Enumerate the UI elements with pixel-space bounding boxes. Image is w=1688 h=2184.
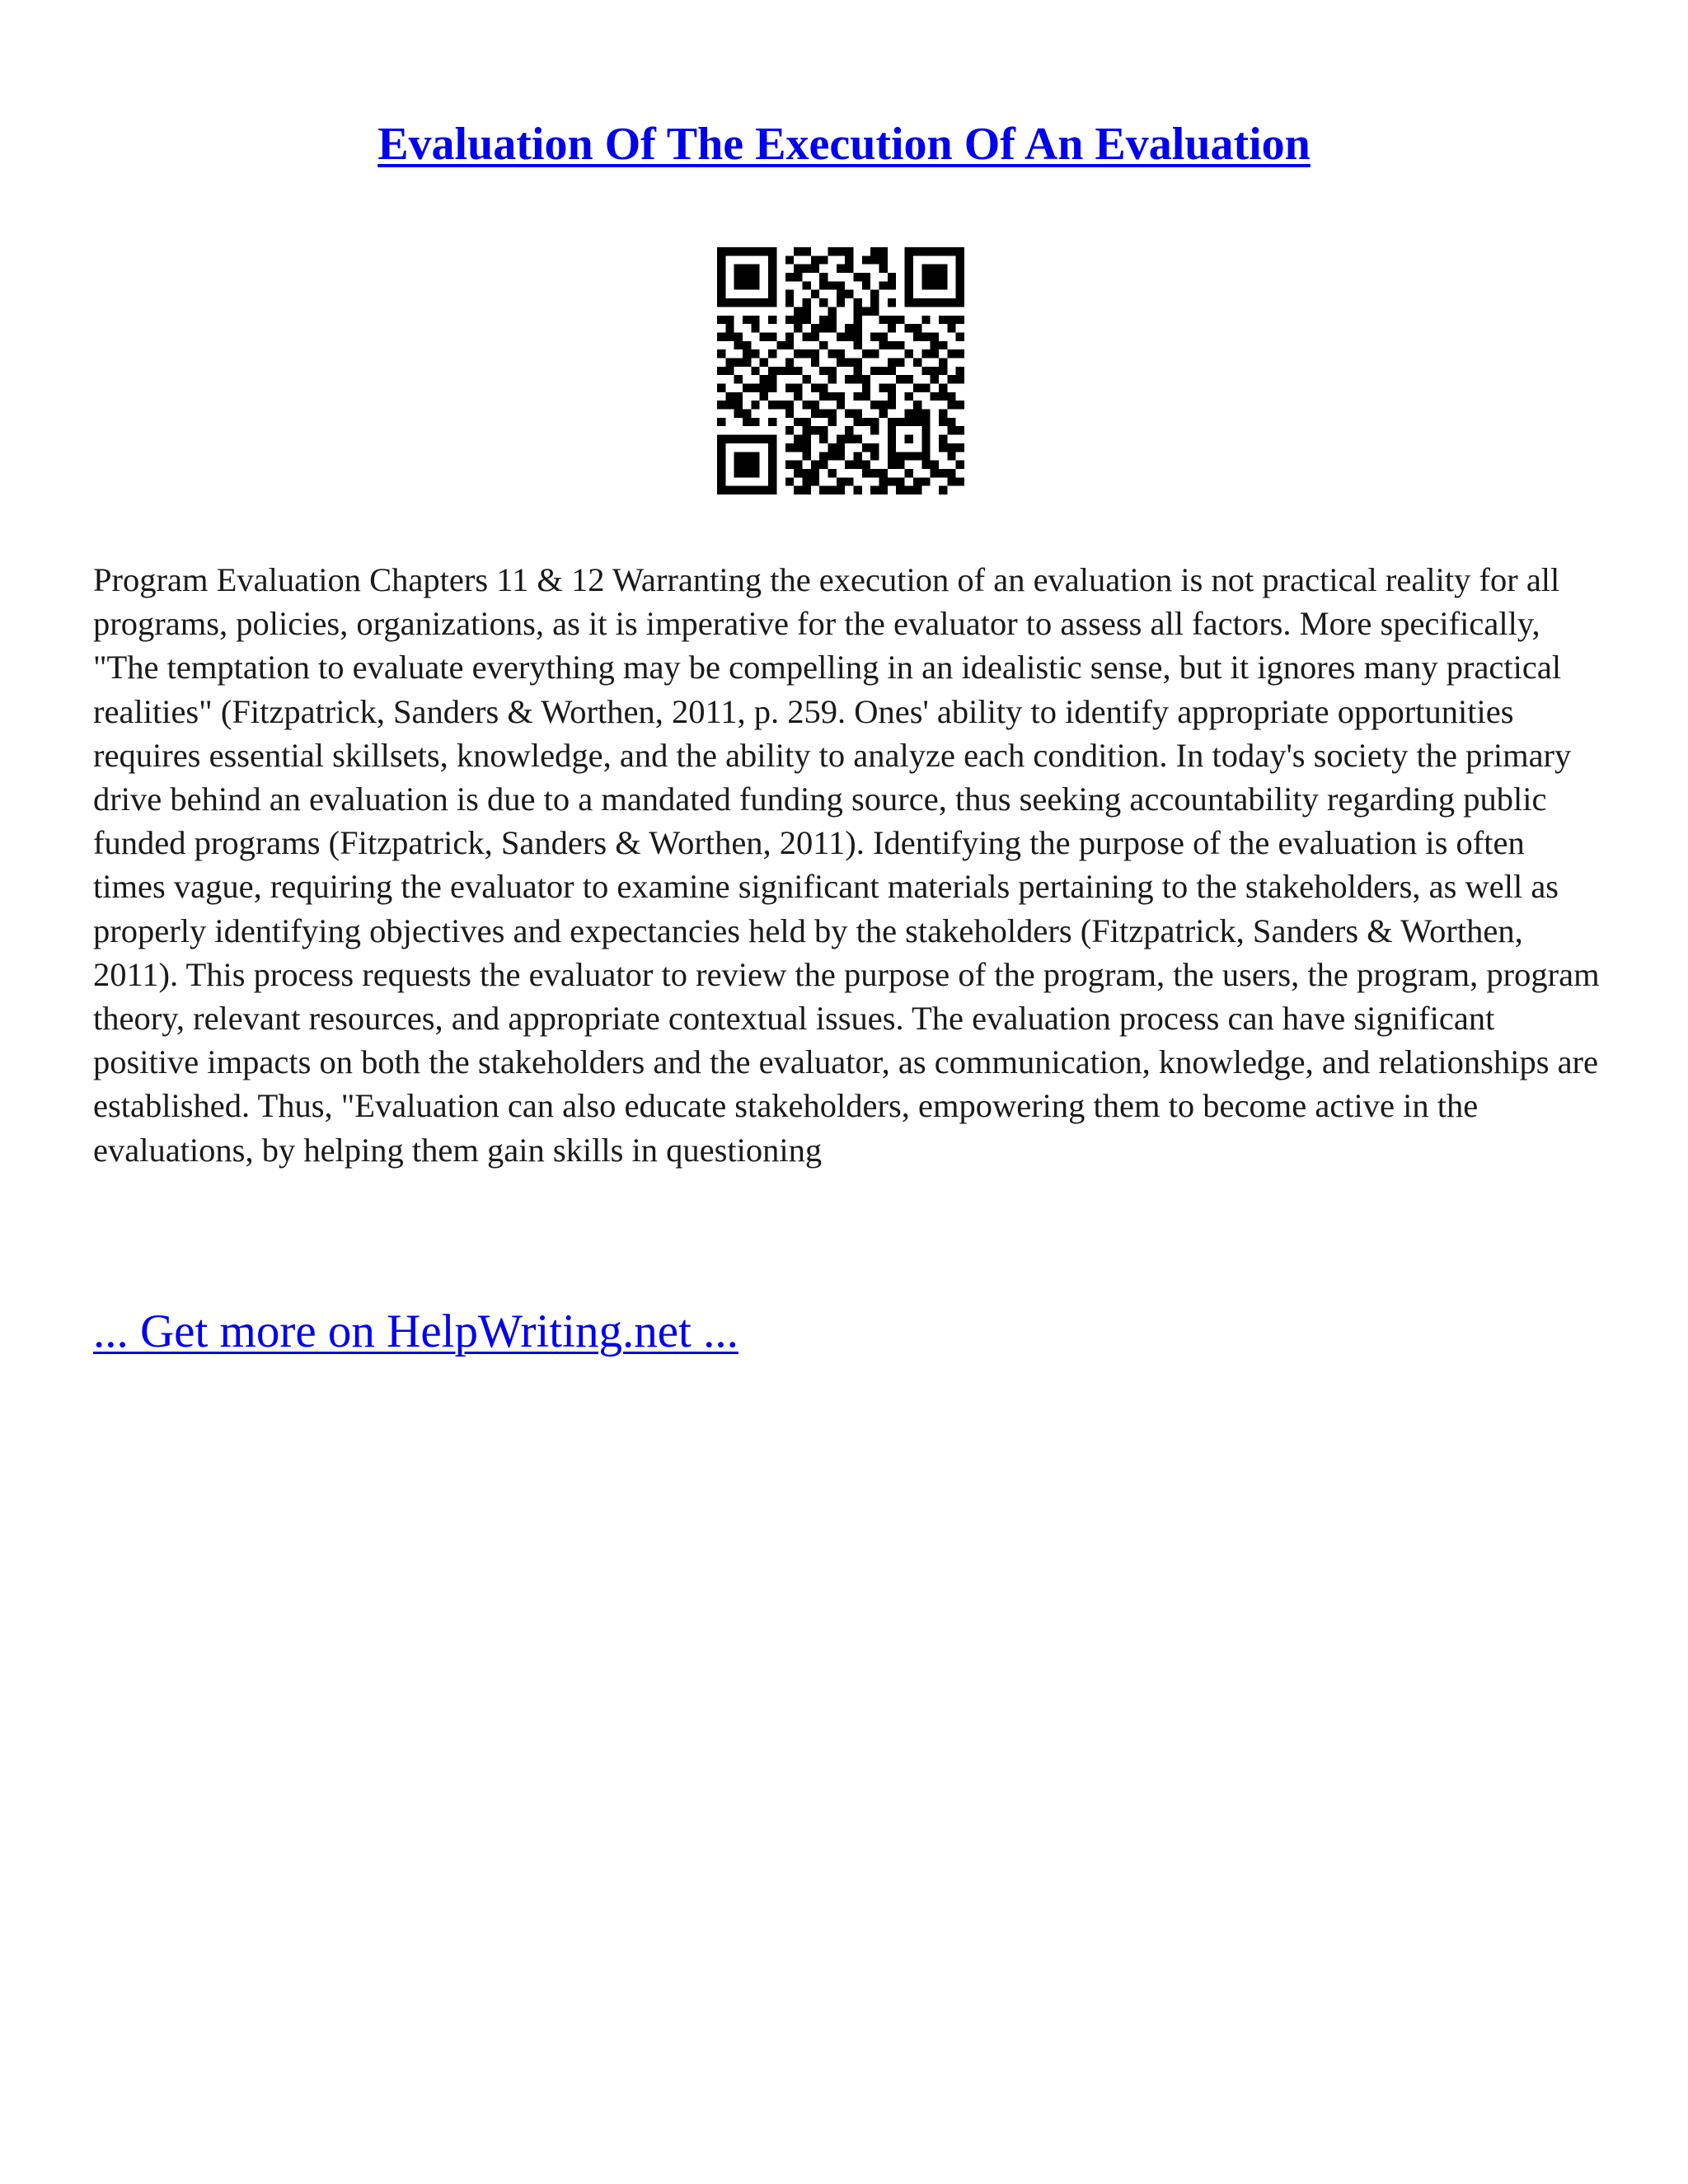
title-link[interactable]: Evaluation Of The Execution Of An Evaluation (377, 119, 1311, 170)
qr-code-icon (717, 247, 964, 494)
body-paragraph: Program Evaluation Chapters 11 & 12 Warranting the execution of an evaluation is not practical reality for all programs, policies, organizations, as it is imperative for the evaluator to assess all factors. More specifically, "The temptation to evaluate everything may be compelling in an idealistic sense, but it ignores many practical realities" (Fitzpatrick, Sanders & Worthen, 2011, p. 259. Ones' ability to identify appropriate opportunities requires essential skillsets, knowledge, and the ability to analyze each condition. In today's society the primary drive behind an evaluation is due to a mandated funding source, thus seeking accountability regarding public funded programs (Fitzpatrick, Sanders & Worthen, 2011). Identifying the purpose of the evaluation is often times vague, requiring the evaluator to examine significant materials pertaining to the stakeholders, as well as properly identifying objectives and expectancies held by the stakeholders (Fitzpatrick, Sanders & Worthen, 2011). This process requests the evaluator to review the purpose of the program, the users, the program, program theory, relevant resources, and appropriate contextual issues. The evaluation process can have significant positive impacts on both the stakeholders and the evaluator, as communication, knowledge, and relationships are established. Thus, "Evaluation can also educate stakeholders, empowering them to become active in the evaluations, by helping them gain skills in questioning (93, 561, 1600, 1169)
get-more-link[interactable]: ... Get more on HelpWriting.net ... (93, 1305, 738, 1357)
more-link-container (93, 1302, 738, 1361)
page-title (0, 115, 1688, 173)
